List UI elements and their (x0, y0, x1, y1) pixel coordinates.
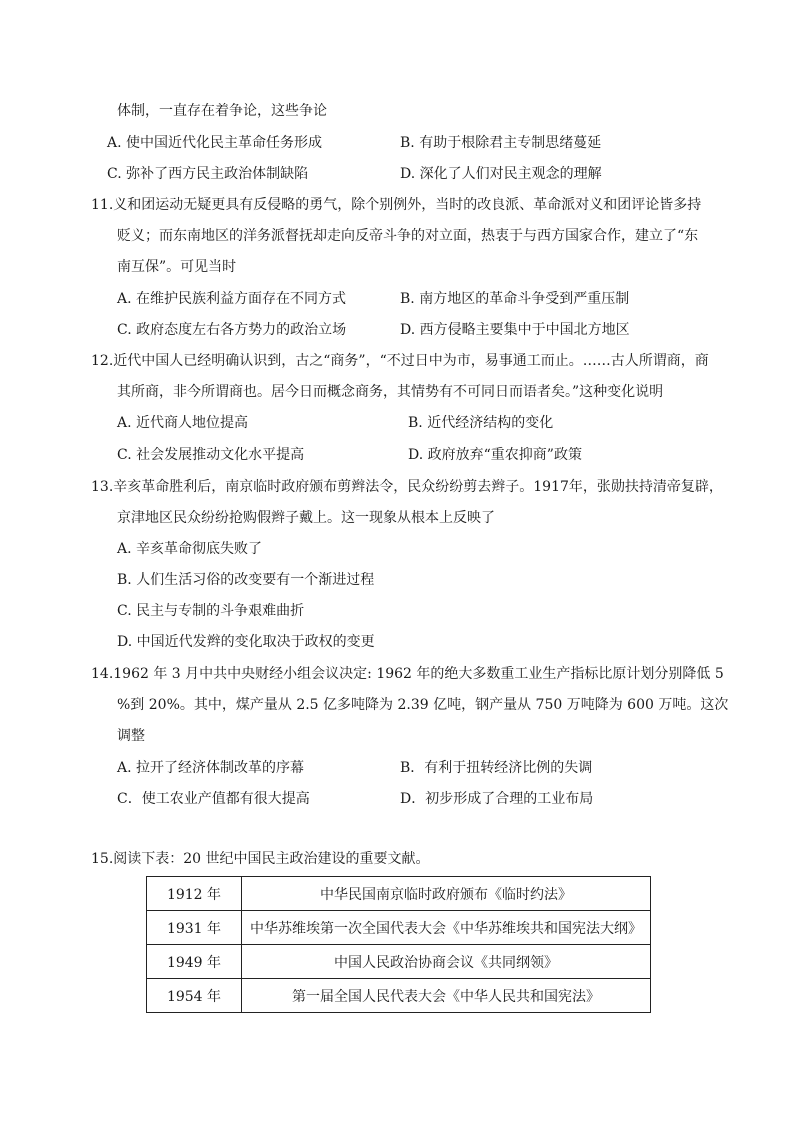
q12-stem-line-2: 其所商，非今所谓商也。居今日而概念商务，其情势有不可同日而语者矣。”这种变化说明 (117, 384, 664, 400)
q15-stem: 15.阅读下表：20 世纪中国民主政治建设的重要文献。 (91, 851, 430, 867)
q10-option-c: C. 弥补了西方民主政治体制缺陷 (107, 166, 309, 182)
q13-stem-line-2: 京津地区民众纷纷抢购假辫子戴上。这一现象从根本上反映了 (117, 510, 495, 526)
q11-option-c: C. 政府态度左右各方势力的政治立场 (117, 322, 347, 338)
documents-table (146, 876, 651, 1013)
q12-option-d: D. 政府放弃“重农抑商”政策 (408, 447, 582, 463)
q14-option-d: D．初步形成了合理的工业布局 (400, 791, 594, 807)
q11-stem-line-2: 贬义；而东南地区的洋务派督抚却走向反帝斗争的对立面，热衷于与西方国家合作，建立了“东 (117, 228, 699, 244)
q11-stem-line-3: 南互保”。可见当时 (117, 259, 237, 275)
document-cell: 中华苏维埃第一次全国代表大会《中华苏维埃共和国宪法大纲》 (242, 911, 651, 945)
q13-option-b: B. 人们生活习俗的改变要有一个渐进过程 (117, 572, 375, 588)
year-cell: 1931 年 (147, 911, 242, 945)
q14-option-b: B．有利于扭转经济比例的失调 (400, 760, 593, 776)
table-row (147, 877, 651, 911)
table-row (147, 911, 651, 945)
q13-stem-line-1: 13.辛亥革命胜利后，南京临时政府颁布剪辫法令，民众纷纷剪去辫子。1917年，张勋扶持清帝复辟， (91, 479, 723, 495)
q14-option-a: A. 拉开了经济体制改革的序幕 (117, 760, 305, 776)
q14-stem-line-1: 14.1962 年 3 月中共中央财经小组会议决定: 1962 年的绝大多数重工业生产指标比原计划分别降低 5 (91, 666, 724, 682)
q12-option-b: B. 近代经济结构的变化 (408, 415, 554, 431)
table-row (147, 979, 651, 1013)
q12-stem-line-1: 12.近代中国人已经明确认识到，古之“商务”，“不过日中为市，易事通工而止。……古人所谓商，商 (91, 353, 709, 369)
q11-stem-line-1: 11.义和团运动无疑更具有反侵略的勇气，除个别例外，当时的改良派、革命派对义和团评论皆多持 (91, 197, 702, 213)
q10-stem-tail: 体制，一直存在着争论，这些争论 (117, 103, 327, 119)
q10-option-a: A. 使中国近代化民主革命任务形成 (107, 135, 323, 151)
q14-option-c: C．使工农业产值都有很大提高 (117, 791, 310, 807)
q12-option-a: A. 近代商人地位提高 (117, 415, 249, 431)
q14-stem-line-2: %到 20%。其中，煤产量从 2.5 亿多吨降为 2.39 亿吨，钢产量从 750 万吨降为 600 万吨。这次 (117, 697, 729, 713)
document-cell: 中华民国南京临时政府颁布《临时约法》 (242, 877, 651, 911)
q12-option-c: C. 社会发展推动文化水平提高 (117, 447, 305, 463)
q10-option-d: D. 深化了人们对民主观念的理解 (400, 166, 602, 182)
document-cell: 第一届全国人民代表大会《中华人民共和国宪法》 (242, 979, 651, 1013)
q11-option-d: D. 西方侵略主要集中于中国北方地区 (400, 322, 630, 338)
table-row (147, 945, 651, 979)
q13-option-c: C. 民主与专制的斗争艰难曲折 (117, 603, 305, 619)
q11-option-a: A. 在维护民族利益方面存在不同方式 (117, 291, 347, 307)
document-cell: 中国人民政治协商会议《共同纲领》 (242, 945, 651, 979)
q11-option-b: B. 南方地区的革命斗争受到严重压制 (400, 291, 630, 307)
q13-option-d: D. 中国近代发辫的变化取决于政权的变更 (117, 634, 375, 650)
q10-option-b: B. 有助于根除君主专制思绪蔓延 (400, 135, 602, 151)
q14-stem-line-3: 调整 (117, 728, 145, 744)
year-cell: 1912 年 (147, 877, 242, 911)
q13-option-a: A. 辛亥革命彻底失败了 (117, 541, 263, 557)
year-cell: 1954 年 (147, 979, 242, 1013)
year-cell: 1949 年 (147, 945, 242, 979)
